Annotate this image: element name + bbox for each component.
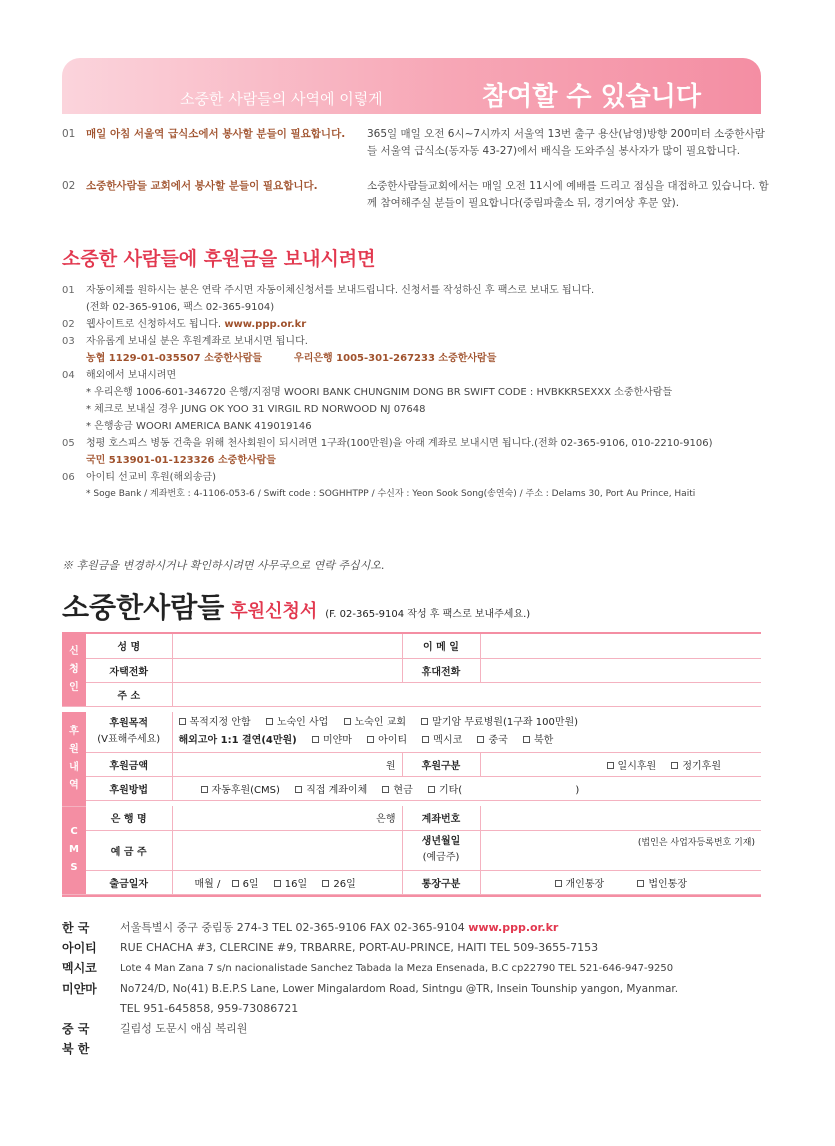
item-number: 01	[62, 285, 75, 296]
mobile-field[interactable]	[480, 658, 761, 682]
website-link[interactable]: www.ppp.or.kr	[468, 921, 559, 934]
item-number: 03	[62, 336, 75, 347]
checkbox[interactable]	[555, 880, 562, 887]
method-option[interactable]: 직접 계좌이체	[295, 785, 367, 796]
contacts	[62, 918, 772, 1056]
form-title-fax: (F. 02-365-9104 작성 후 팩스로 보내주세요.)	[325, 609, 531, 620]
form-title	[62, 586, 530, 626]
checkbox[interactable]	[232, 880, 239, 887]
holder-label: 예 금 주	[86, 830, 172, 870]
purpose-option[interactable]: 중국	[477, 735, 507, 746]
country: 미얀마	[62, 982, 97, 996]
email-label: 이 메 일	[402, 634, 480, 658]
acct-type-option[interactable]: 법인통장	[637, 879, 687, 890]
haiti-sponsor-label: 해외고아 1:1 결연(4만원)	[178, 734, 297, 746]
volunteer-desc: 소중한사람들교회에서는 매일 오전 11시에 예배를 드리고 점심을 대접하고 있습니다. 함께 참여해주실 분들이 필요합니다(중림파출소 뒤, 경기여상 후문 앞).	[367, 180, 769, 209]
contact-text: TEL 951-645858, 959-73086721	[120, 1002, 299, 1015]
email-field[interactable]	[480, 634, 761, 658]
address-label: 주 소	[86, 682, 172, 706]
contact-row	[62, 1019, 772, 1039]
item-number: 04	[62, 370, 75, 381]
purpose-options	[172, 712, 761, 752]
home-phone-field[interactable]	[172, 658, 402, 682]
checkbox[interactable]	[312, 736, 319, 743]
contact-row	[62, 938, 772, 958]
notice: ※ 후원금을 변경하시거나 확인하시려면 사무국으로 연락 주십시오.	[62, 559, 385, 572]
mobile-label: 휴대전화	[402, 658, 480, 682]
kind-option[interactable]: 일시후원	[607, 761, 657, 772]
checkbox[interactable]	[201, 786, 208, 793]
contact-text: No724/D, No(41) B.E.P.S Lane, Lower Mingalardom Road, Sintngu @TR, Insein Tounship yangon, Myanmar.	[120, 983, 679, 995]
volunteer-desc: 365일 매일 오전 6시~7시까지 서울역 13번 출구 용산(남영)방향 200미터 소중한사람들 서울역 급식소(동자동 43-27)에서 배식을 도와주실 봉사자가 많이 필요합니다.	[367, 128, 765, 157]
date-option[interactable]: 26일	[322, 879, 355, 890]
date-options: 매월 / 6일 16일 26일	[172, 870, 402, 894]
name-label: 성 명	[86, 634, 172, 658]
website-link[interactable]: www.ppp.or.kr	[224, 319, 307, 330]
country: 멕시코	[62, 961, 97, 975]
checkbox[interactable]	[274, 880, 281, 887]
birth-field[interactable]: (법인은 사업자등록번호 기재)	[480, 830, 761, 870]
banner	[62, 58, 761, 114]
name-field[interactable]	[172, 634, 402, 658]
amount-field[interactable]: 원	[172, 752, 402, 776]
purpose-option[interactable]: 아이티	[367, 735, 407, 746]
checkbox[interactable]	[523, 736, 530, 743]
volunteer-section	[62, 126, 772, 218]
checkbox[interactable]	[266, 718, 273, 725]
donate-item	[62, 469, 777, 503]
purpose-option[interactable]: 미얀마	[312, 735, 352, 746]
kind-options	[480, 752, 761, 776]
account-woori: 우리은행 1005-301-267233 소중한사람들	[294, 353, 497, 364]
checkbox[interactable]	[422, 736, 429, 743]
acct-type-options	[480, 870, 761, 894]
form-title-org: 소중한사람들	[62, 591, 225, 624]
application-form	[62, 632, 761, 897]
donate-item	[62, 282, 777, 316]
contact-text: 길림성 도문시 애심 복리원	[120, 1022, 248, 1035]
contact-row	[62, 979, 772, 1019]
checkbox[interactable]	[637, 880, 644, 887]
home-phone-label: 자택전화	[86, 658, 172, 682]
checkbox[interactable]	[179, 718, 186, 725]
kind-option[interactable]: 정기후원	[671, 761, 721, 772]
donate-text: 해외에서 보내시려면	[86, 370, 177, 381]
country: 한 국	[62, 921, 90, 935]
amount-label: 후원금액	[86, 752, 172, 776]
donate-text: 아이티 선교비 후원(해외송금)	[86, 472, 217, 483]
donate-text: 청평 호스피스 병동 건축을 위해 천사회원이 되시려면 1구좌(100만원)을 아래 계좌로 보내시면 됩니다.(전화 02-365-9106, 010-2210-9106)	[86, 438, 713, 449]
country: 중 국	[62, 1022, 90, 1036]
kind-label: 후원구분	[402, 752, 480, 776]
date-option[interactable]: 6일	[232, 879, 259, 890]
date-label: 출금일자	[86, 870, 172, 894]
donate-text: (전화 02-365-9106, 팩스 02-365-9104)	[86, 302, 275, 313]
country: 아이티	[62, 941, 97, 955]
account-label: 계좌번호	[402, 806, 480, 830]
method-options: 자동후원(CMS) 직접 계좌이체 현금 기타( )	[172, 776, 761, 800]
method-option[interactable]: 기타(	[428, 785, 462, 796]
volunteer-item	[62, 178, 772, 218]
item-number: 06	[62, 472, 75, 483]
account-kb: 국민 513901-01-123326 소중한사람들	[86, 455, 276, 466]
donate-title: 소중한 사람들에 후원금을 보내시려면	[62, 248, 376, 270]
holder-field[interactable]	[172, 830, 402, 870]
account-field[interactable]	[480, 806, 761, 830]
overseas-line: * 은행송금 WOORI AMERICA BANK 419019146	[86, 421, 312, 432]
purpose-option[interactable]: 말기암 무료병원(1구좌 100만원)	[421, 717, 578, 728]
form-title-name: 후원신청서	[230, 601, 318, 622]
donation-section-label: 후 원 내 역	[62, 712, 86, 806]
purpose-option[interactable]: 노숙인 사업	[266, 717, 328, 728]
haiti-bank-line: * Soge Bank / 계좌번호 : 4-1106-053-6 / Swift code : SOGHHTPP / 수신자 : Yeon Sook Song(송연숙) / 주소 : Delams 30, Port Au Prince, Haiti	[86, 489, 696, 499]
birth-label: 생년월일 (예금주)	[402, 830, 480, 870]
donate-item	[62, 316, 777, 333]
checkbox[interactable]	[477, 736, 484, 743]
cms-section-label: C M S	[62, 806, 86, 894]
item-number: 01	[62, 128, 76, 140]
checkbox[interactable]	[322, 880, 329, 887]
contact-row	[62, 958, 772, 979]
overseas-line: * 우리은행 1006-601-346720 은행/지점명 WOORI BANK CHUNGNIM DONG BR SWIFT CODE : HVBKKRSEXXX 소중한사람들	[86, 387, 673, 398]
checkbox[interactable]	[428, 786, 435, 793]
donate-text: 자유롭게 보내실 분은 후원계좌로 보내시면 됩니다.	[86, 336, 308, 347]
checkbox[interactable]	[671, 762, 678, 769]
bank-field[interactable]: 은행	[172, 806, 402, 830]
contact-text: Lote 4 Man Zana 7 s/n nacionalistade Sanchez Tabada la Meza Ensenada, B.C cp22790 TEL 521-646-947-9250	[120, 963, 674, 974]
donate-item	[62, 435, 777, 469]
banner-text-2: 참여할 수 있습니다	[482, 82, 702, 112]
applicant-section-label: 신 청 인	[62, 634, 86, 706]
country: 북 한	[62, 1042, 90, 1056]
purpose-option[interactable]: 멕시코	[422, 735, 462, 746]
method-option[interactable]: 현금	[382, 785, 412, 796]
banner-text-1: 소중한 사람들의 사역에 이렇게	[180, 90, 383, 108]
item-number: 02	[62, 319, 75, 330]
donate-section	[62, 282, 777, 503]
item-number: 05	[62, 438, 75, 449]
donate-item	[62, 367, 777, 435]
checkbox[interactable]	[382, 786, 389, 793]
donate-text: 웹사이트로 신청하셔도 됩니다.	[86, 319, 222, 330]
checkbox[interactable]	[367, 736, 374, 743]
acct-type-option[interactable]: 개인통장	[555, 879, 605, 890]
bank-label: 은 행 명	[86, 806, 172, 830]
method-option[interactable]: 자동후원(CMS)	[201, 785, 280, 796]
acct-type-label: 통장구분	[402, 870, 480, 894]
item-number: 02	[62, 180, 76, 192]
contact-text: 서울특별시 중구 중림동 274-3 TEL 02-365-9106 FAX 02-365-9104	[120, 921, 465, 934]
donate-item	[62, 333, 777, 367]
contact-text: RUE CHACHA #3, CLERCINE #9, TRBARRE, PORT-AU-PRINCE, HAITI TEL 509-3655-7153	[120, 941, 599, 954]
address-field[interactable]	[172, 682, 761, 706]
volunteer-item	[62, 126, 772, 178]
purpose-option[interactable]: 북한	[523, 735, 553, 746]
method-label: 후원방법	[86, 776, 172, 800]
checkbox[interactable]	[421, 718, 428, 725]
checkbox[interactable]	[607, 762, 614, 769]
checkbox[interactable]	[344, 718, 351, 725]
volunteer-label: 소중한사람들 교회에서 봉사할 분들이 필요합니다.	[86, 180, 318, 192]
purpose-option[interactable]: 목적지정 안함	[179, 717, 251, 728]
account-nh: 농협 1129-01-035507 소중한사람들	[86, 353, 263, 364]
volunteer-label: 매일 아침 서울역 급식소에서 봉사할 분들이 필요합니다.	[86, 128, 346, 140]
overseas-line: * 체크로 보내실 경우 JUNG OK YOO 31 VIRGIL RD NORWOOD NJ 07648	[86, 404, 426, 415]
donate-text: 자동이체를 원하시는 분은 연락 주시면 자동이체신청서를 보내드립니다. 신청서를 작성하신 후 팩스로 보내도 됩니다.	[86, 285, 595, 296]
contact-row	[62, 918, 772, 938]
purpose-label: 후원목적 (V표해주세요)	[86, 712, 172, 752]
checkbox[interactable]	[295, 786, 302, 793]
purpose-option[interactable]: 노숙인 교회	[344, 717, 406, 728]
date-option[interactable]: 16일	[274, 879, 307, 890]
